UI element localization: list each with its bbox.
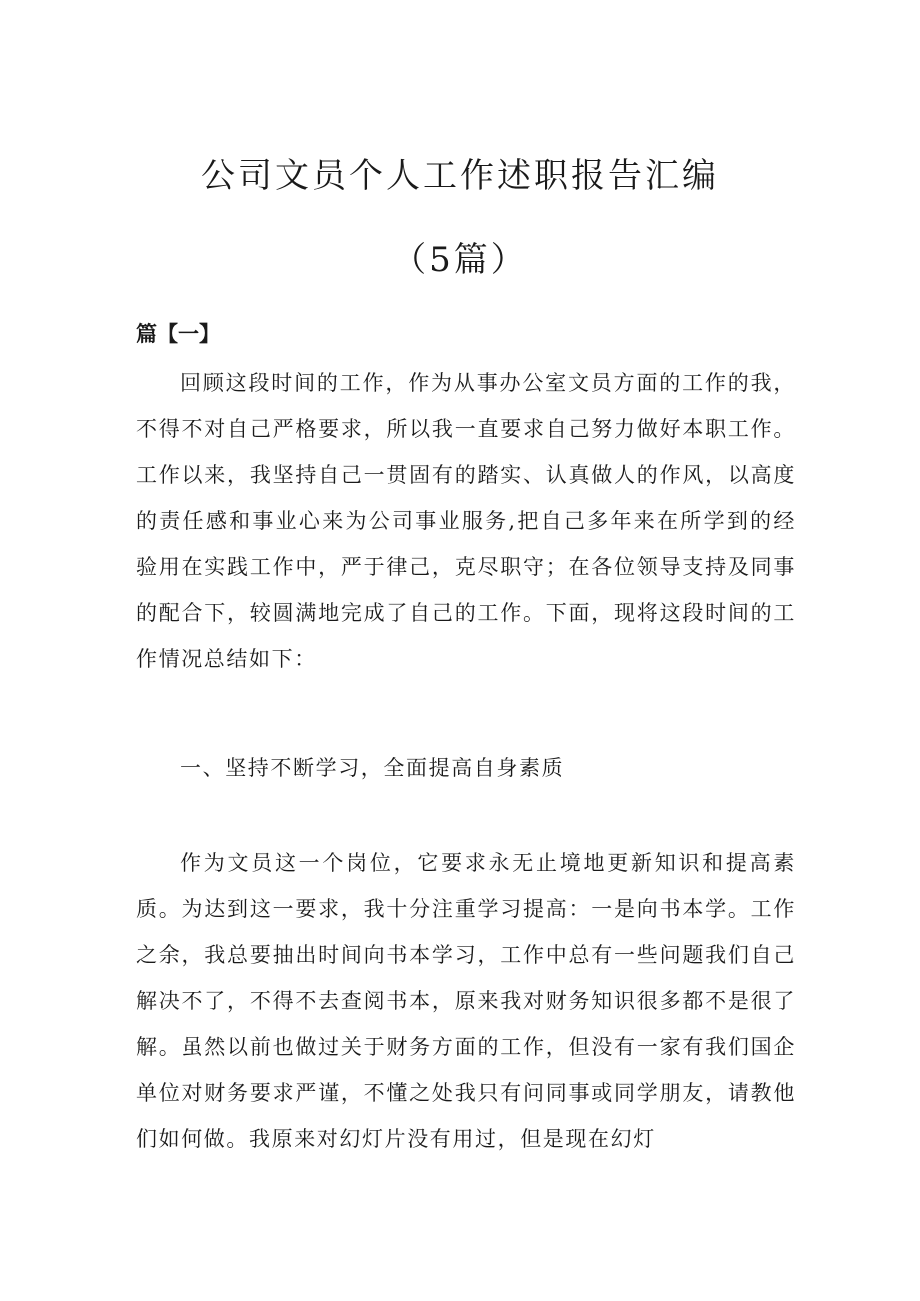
document-title: 公司文员个人工作述职报告汇编 [201,156,719,196]
section-heading: 一、坚持不断学习，全面提高自身素质 [180,756,565,780]
paragraph-study: 作为文员这一个岗位，它要求永无止境地更新知识和提高素质。为达到这一要求，我十分注重学习提高：一是向书本学。工作之余，我总要抽出时间向书本学习，工作中总有一些问题我们自己解决不了，不得不去查阅书本，原来我对财务知识很多都不是很了解。虽然以前也做过关于财务方面的工作，但没有一家有我们国企单位对财务要求严谨，不懂之处我只有问同事或同学朋友，请教他们如何做。我原来对幻灯片没有用过，但是现在幻灯 [136,851,796,1151]
document-subtitle: （5篇） [392,240,528,280]
paragraph-intro: 回顾这段时间的工作，作为从事办公室文员方面的工作的我，不得不对自己严格要求，所以我一直要求自己努力做好本职工作。工作以来，我坚持自己一贯固有的踏实、认真做人的作风，以高度的责任感和事业心来为公司事业服务,把自己多年来在所学到的经验用在实践工作中，严于律己，克尽职守；在各位领导支持及同事的配合下，较圆满地完成了自己的工作。下面，现将这段时间的工作情况总结如下： [136,371,796,671]
section-label: 篇【一】 [136,321,220,346]
